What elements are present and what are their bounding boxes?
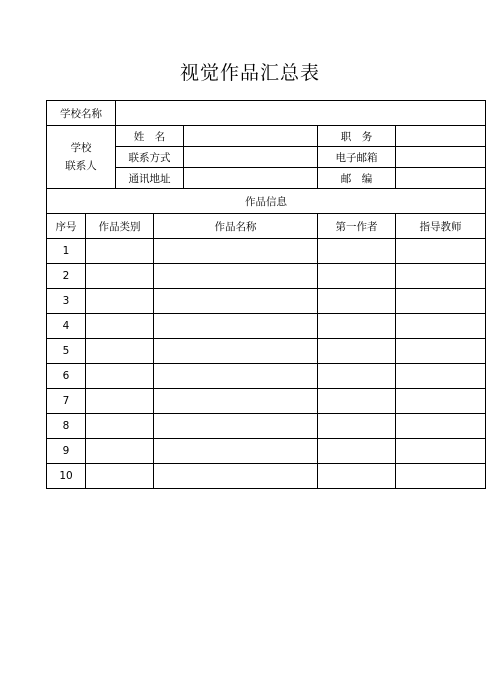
table-row [47,389,486,414]
table-row [47,439,486,464]
works-section-title: 作品信息 [47,189,486,214]
category-cell[interactable] [86,389,154,414]
postcode-field[interactable] [396,168,486,189]
work-name-cell[interactable] [154,239,318,264]
works-section-row [47,189,486,214]
first-author-cell[interactable] [318,264,396,289]
row-index: 2 [47,264,86,289]
row-index: 7 [47,389,86,414]
advisor-cell[interactable] [396,439,486,464]
work-name-cell[interactable] [154,339,318,364]
advisor-cell[interactable] [396,314,486,339]
table-row [47,414,486,439]
name-field[interactable] [184,126,318,147]
contact-label-line2: 联系人 [65,160,97,172]
row-index: 9 [47,439,86,464]
postcode-label: 邮 编 [318,168,396,189]
work-name-cell[interactable] [154,439,318,464]
row-index: 10 [47,464,86,489]
table-row [47,464,486,489]
row-index: 5 [47,339,86,364]
address-label: 通讯地址 [116,168,184,189]
row-index: 6 [47,364,86,389]
first-author-cell[interactable] [318,314,396,339]
category-cell[interactable] [86,239,154,264]
contact-label-line1: 学校 [70,142,92,154]
first-author-cell[interactable] [318,414,396,439]
works-header-row [47,214,486,239]
first-author-cell[interactable] [318,439,396,464]
work-name-cell[interactable] [154,389,318,414]
contact-name-row [47,126,486,147]
first-author-header: 第一作者 [318,214,396,239]
work-name-cell[interactable] [154,289,318,314]
advisor-cell[interactable] [396,389,486,414]
work-name-cell[interactable] [154,464,318,489]
position-field[interactable] [396,126,486,147]
first-author-cell[interactable] [318,464,396,489]
table-row [47,339,486,364]
category-cell[interactable] [86,439,154,464]
work-name-cell[interactable] [154,314,318,339]
category-cell[interactable] [86,364,154,389]
advisor-cell[interactable] [396,464,486,489]
contact-method-label: 联系方式 [116,147,184,168]
email-label: 电子邮箱 [318,147,396,168]
category-cell[interactable] [86,339,154,364]
contact-method-field[interactable] [184,147,318,168]
category-header: 作品类别 [86,214,154,239]
category-cell[interactable] [86,464,154,489]
work-name-cell[interactable] [154,414,318,439]
category-cell[interactable] [86,289,154,314]
school-name-row [47,101,486,126]
table-row [47,289,486,314]
table-row [47,314,486,339]
advisor-cell[interactable] [396,239,486,264]
school-name-label: 学校名称 [47,101,116,126]
index-header: 序号 [47,214,86,239]
table-row [47,264,486,289]
row-index: 1 [47,239,86,264]
school-name-field[interactable] [116,101,486,126]
work-name-header: 作品名称 [154,214,318,239]
category-cell[interactable] [86,264,154,289]
advisor-cell[interactable] [396,339,486,364]
first-author-cell[interactable] [318,289,396,314]
first-author-cell[interactable] [318,339,396,364]
table-row [47,239,486,264]
category-cell[interactable] [86,414,154,439]
first-author-cell[interactable] [318,389,396,414]
document-title: 视觉作品汇总表 [179,62,320,84]
contact-person-label [47,126,116,189]
table-row [47,364,486,389]
advisor-cell[interactable] [396,364,486,389]
advisor-cell[interactable] [396,289,486,314]
work-name-cell[interactable] [154,364,318,389]
row-index: 3 [47,289,86,314]
advisor-cell[interactable] [396,264,486,289]
first-author-cell[interactable] [318,239,396,264]
summary-form-table [46,100,486,489]
advisor-cell[interactable] [396,414,486,439]
address-field[interactable] [184,168,318,189]
category-cell[interactable] [86,314,154,339]
first-author-cell[interactable] [318,364,396,389]
email-field[interactable] [396,147,486,168]
row-index: 8 [47,414,86,439]
name-label: 姓 名 [116,126,184,147]
position-label: 职 务 [318,126,396,147]
work-name-cell[interactable] [154,264,318,289]
advisor-header: 指导教师 [396,214,486,239]
row-index: 4 [47,314,86,339]
